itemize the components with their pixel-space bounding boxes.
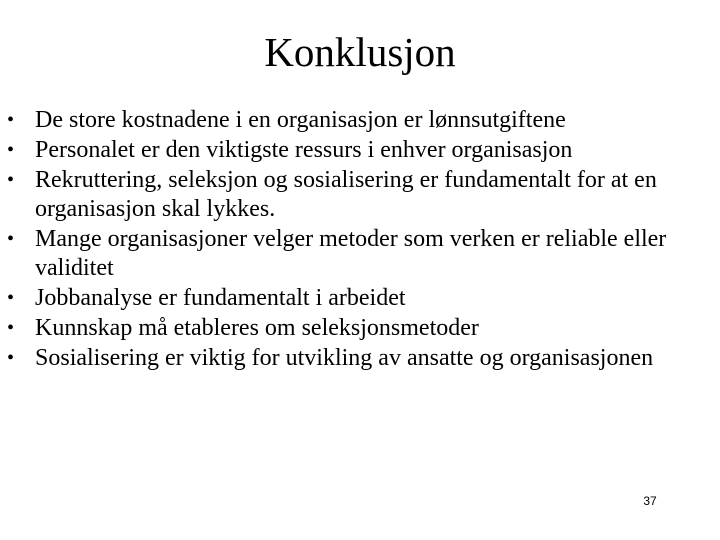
list-item (7, 344, 719, 373)
bullet-text: Mange organisasjoner velger metoder som verken er reliable eller validitet (35, 226, 667, 281)
slide-title: Konklusjon (264, 29, 456, 75)
bullet-text: Sosialisering er viktig for utvikling av ansatte og organisasjonen (35, 345, 654, 371)
bullet-dot-icon: • (7, 287, 15, 309)
list-item (7, 314, 719, 343)
bullet-dot-icon: • (7, 139, 15, 161)
list-item (7, 225, 719, 283)
list-item (7, 166, 719, 224)
list-item (7, 106, 719, 135)
bullet-dot-icon: • (7, 228, 15, 250)
page-number: 37 (643, 494, 657, 508)
bullet-dot-icon: • (7, 109, 15, 131)
bullet-text: Jobbanalyse er fundamentalt i arbeidet (35, 285, 406, 311)
list-item (7, 284, 719, 313)
list-item (7, 136, 719, 165)
bullet-dot-icon: • (7, 169, 15, 191)
bullet-text: De store kostnadene i en organisasjon er lønnsutgiftene (35, 107, 566, 133)
bullet-dot-icon: • (7, 317, 15, 339)
bullet-text: Rekruttering, seleksjon og sosialisering er fundamentalt for at en organisasjon skal lykkes. (35, 167, 657, 222)
bullet-dot-icon: • (7, 347, 15, 369)
bullet-list (7, 106, 719, 374)
bullet-text: Personalet er den viktigste ressurs i enhver organisasjon (35, 137, 573, 163)
bullet-text: Kunnskap må etableres om seleksjonsmetoder (35, 315, 479, 341)
